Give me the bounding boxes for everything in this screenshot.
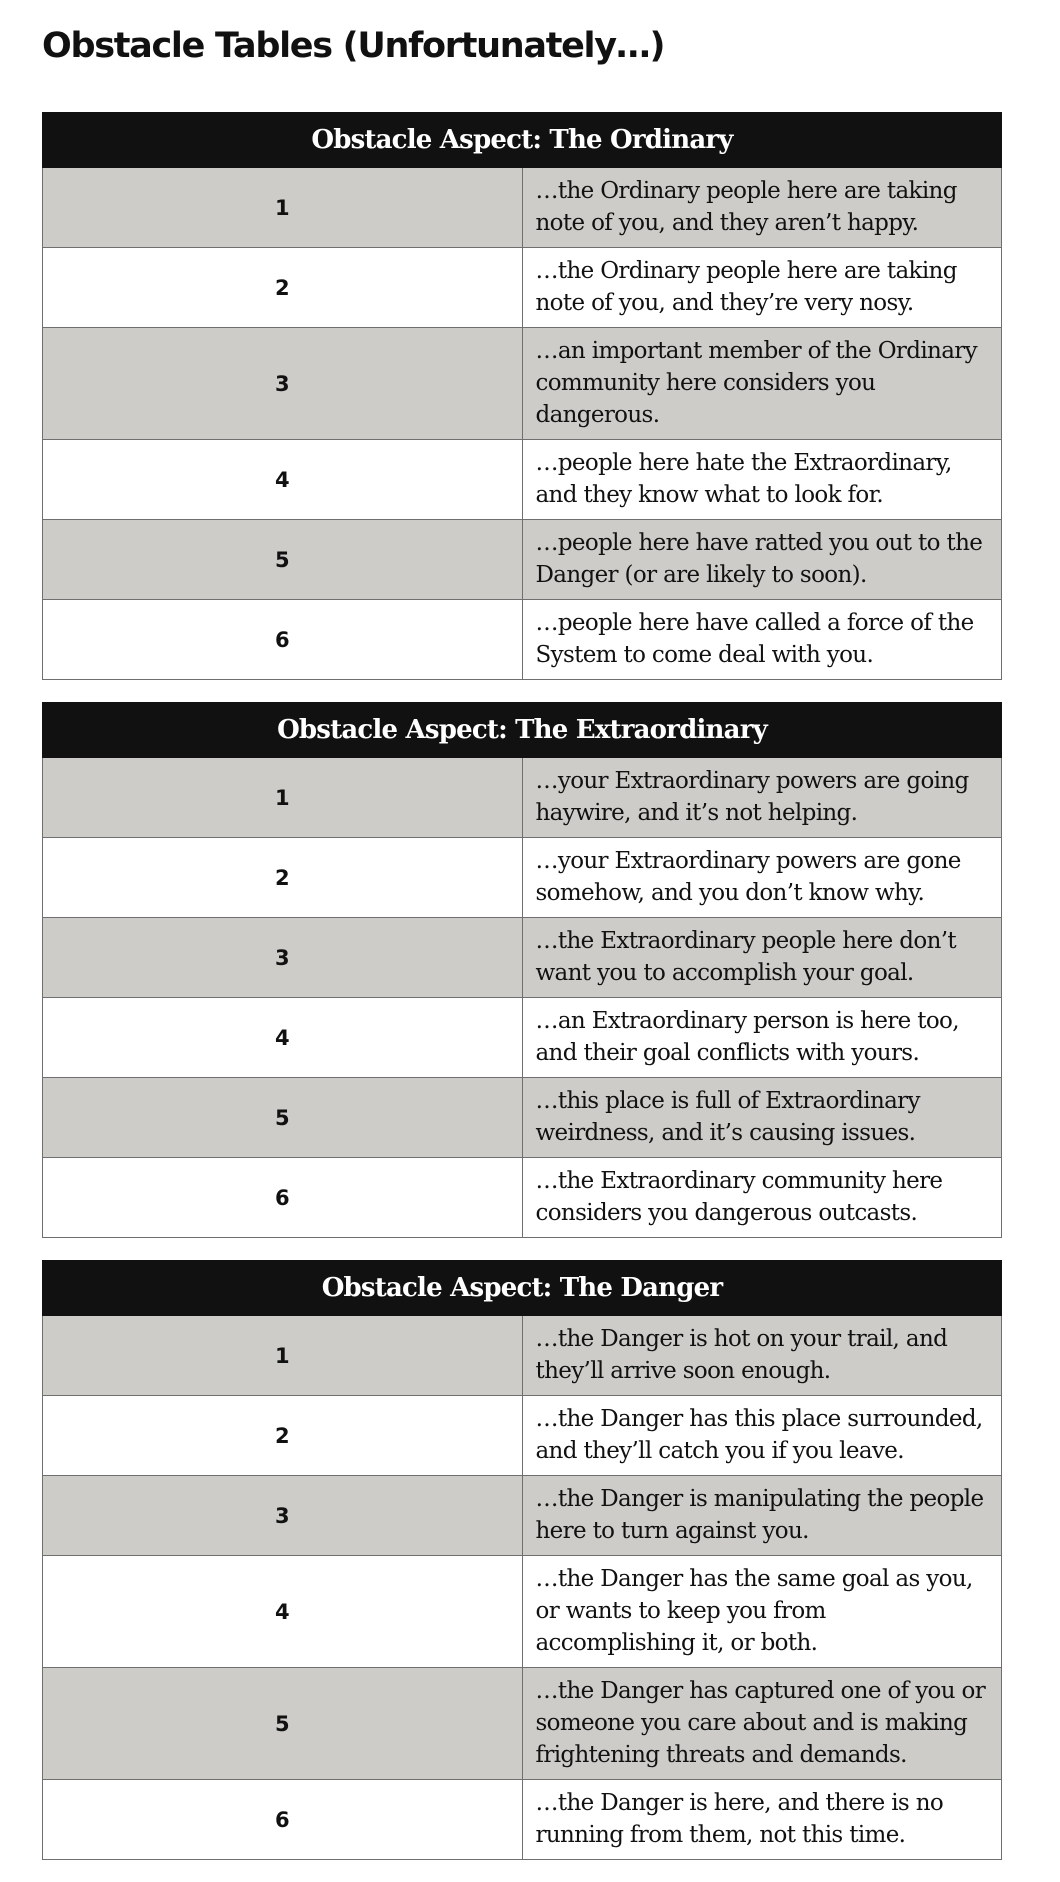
obstacle-text: …your Extraordinary powers are going haywire, and it’s not helping. xyxy=(522,758,1002,838)
table-row xyxy=(43,998,1002,1078)
table-heading: Obstacle Aspect: The Ordinary xyxy=(43,113,1002,168)
roll-number: 2 xyxy=(43,838,523,918)
roll-number: 5 xyxy=(43,1078,523,1158)
roll-number: 3 xyxy=(43,918,523,998)
table-row xyxy=(43,1158,1002,1238)
roll-number: 3 xyxy=(43,1476,523,1556)
table-row xyxy=(43,1396,1002,1476)
roll-number: 3 xyxy=(43,328,523,440)
roll-number: 4 xyxy=(43,1556,523,1668)
obstacle-text: …the Extraordinary community here considers you dangerous outcasts. xyxy=(522,1158,1002,1238)
obstacle-text: …an important member of the Ordinary community here considers you dangerous. xyxy=(522,328,1002,440)
roll-number: 2 xyxy=(43,1396,523,1476)
table-row xyxy=(43,1316,1002,1396)
roll-number: 6 xyxy=(43,1158,523,1238)
obstacle-text: …the Danger has captured one of you or someone you care about and is making frightening threats and demands. xyxy=(522,1668,1002,1780)
table-row xyxy=(43,838,1002,918)
table-row xyxy=(43,440,1002,520)
table-header-row xyxy=(43,1261,1002,1316)
obstacle-table-ordinary xyxy=(42,112,1002,680)
obstacle-text: …the Extraordinary people here don’t want you to accomplish your goal. xyxy=(522,918,1002,998)
roll-number: 5 xyxy=(43,520,523,600)
roll-number: 1 xyxy=(43,758,523,838)
obstacle-text: …people here have ratted you out to the Danger (or are likely to soon). xyxy=(522,520,1002,600)
roll-number: 4 xyxy=(43,440,523,520)
obstacle-table-extraordinary xyxy=(42,702,1002,1238)
obstacle-table-danger xyxy=(42,1260,1002,1860)
obstacle-text: …an Extraordinary person is here too, and their goal conflicts with yours. xyxy=(522,998,1002,1078)
obstacle-text: …this place is full of Extraordinary weirdness, and it’s causing issues. xyxy=(522,1078,1002,1158)
roll-number: 1 xyxy=(43,168,523,248)
table-row xyxy=(43,248,1002,328)
table-row xyxy=(43,758,1002,838)
table-row xyxy=(43,1556,1002,1668)
obstacle-text: …people here have called a force of the System to come deal with you. xyxy=(522,600,1002,680)
roll-number: 4 xyxy=(43,998,523,1078)
roll-number: 1 xyxy=(43,1316,523,1396)
obstacle-text: …the Danger has the same goal as you, or wants to keep you from accomplishing it, or both. xyxy=(522,1556,1002,1668)
table-row xyxy=(43,1078,1002,1158)
obstacle-text: …the Ordinary people here are taking note of you, and they aren’t happy. xyxy=(522,168,1002,248)
obstacle-text: …your Extraordinary powers are gone somehow, and you don’t know why. xyxy=(522,838,1002,918)
table-row xyxy=(43,1780,1002,1860)
table-row xyxy=(43,1668,1002,1780)
table-row xyxy=(43,520,1002,600)
obstacle-tables xyxy=(42,112,1002,1882)
obstacle-text: …the Danger is hot on your trail, and they’ll arrive soon enough. xyxy=(522,1316,1002,1396)
obstacle-text: …the Danger has this place surrounded, and they’ll catch you if you leave. xyxy=(522,1396,1002,1476)
roll-number: 2 xyxy=(43,248,523,328)
roll-number: 6 xyxy=(43,1780,523,1860)
roll-number: 5 xyxy=(43,1668,523,1780)
obstacle-text: …the Ordinary people here are taking note of you, and they’re very nosy. xyxy=(522,248,1002,328)
obstacle-text: …the Danger is here, and there is no running from them, not this time. xyxy=(522,1780,1002,1860)
table-row xyxy=(43,168,1002,248)
table-row xyxy=(43,328,1002,440)
table-row xyxy=(43,600,1002,680)
table-heading: Obstacle Aspect: The Extraordinary xyxy=(43,703,1002,758)
page-title: Obstacle Tables (Unfortunately…) xyxy=(42,26,665,66)
roll-number: 6 xyxy=(43,600,523,680)
table-header-row xyxy=(43,113,1002,168)
table-heading: Obstacle Aspect: The Danger xyxy=(43,1261,1002,1316)
table-row xyxy=(43,918,1002,998)
obstacle-text: …people here hate the Extraordinary, and they know what to look for. xyxy=(522,440,1002,520)
table-row xyxy=(43,1476,1002,1556)
table-header-row xyxy=(43,703,1002,758)
obstacle-text: …the Danger is manipulating the people here to turn against you. xyxy=(522,1476,1002,1556)
